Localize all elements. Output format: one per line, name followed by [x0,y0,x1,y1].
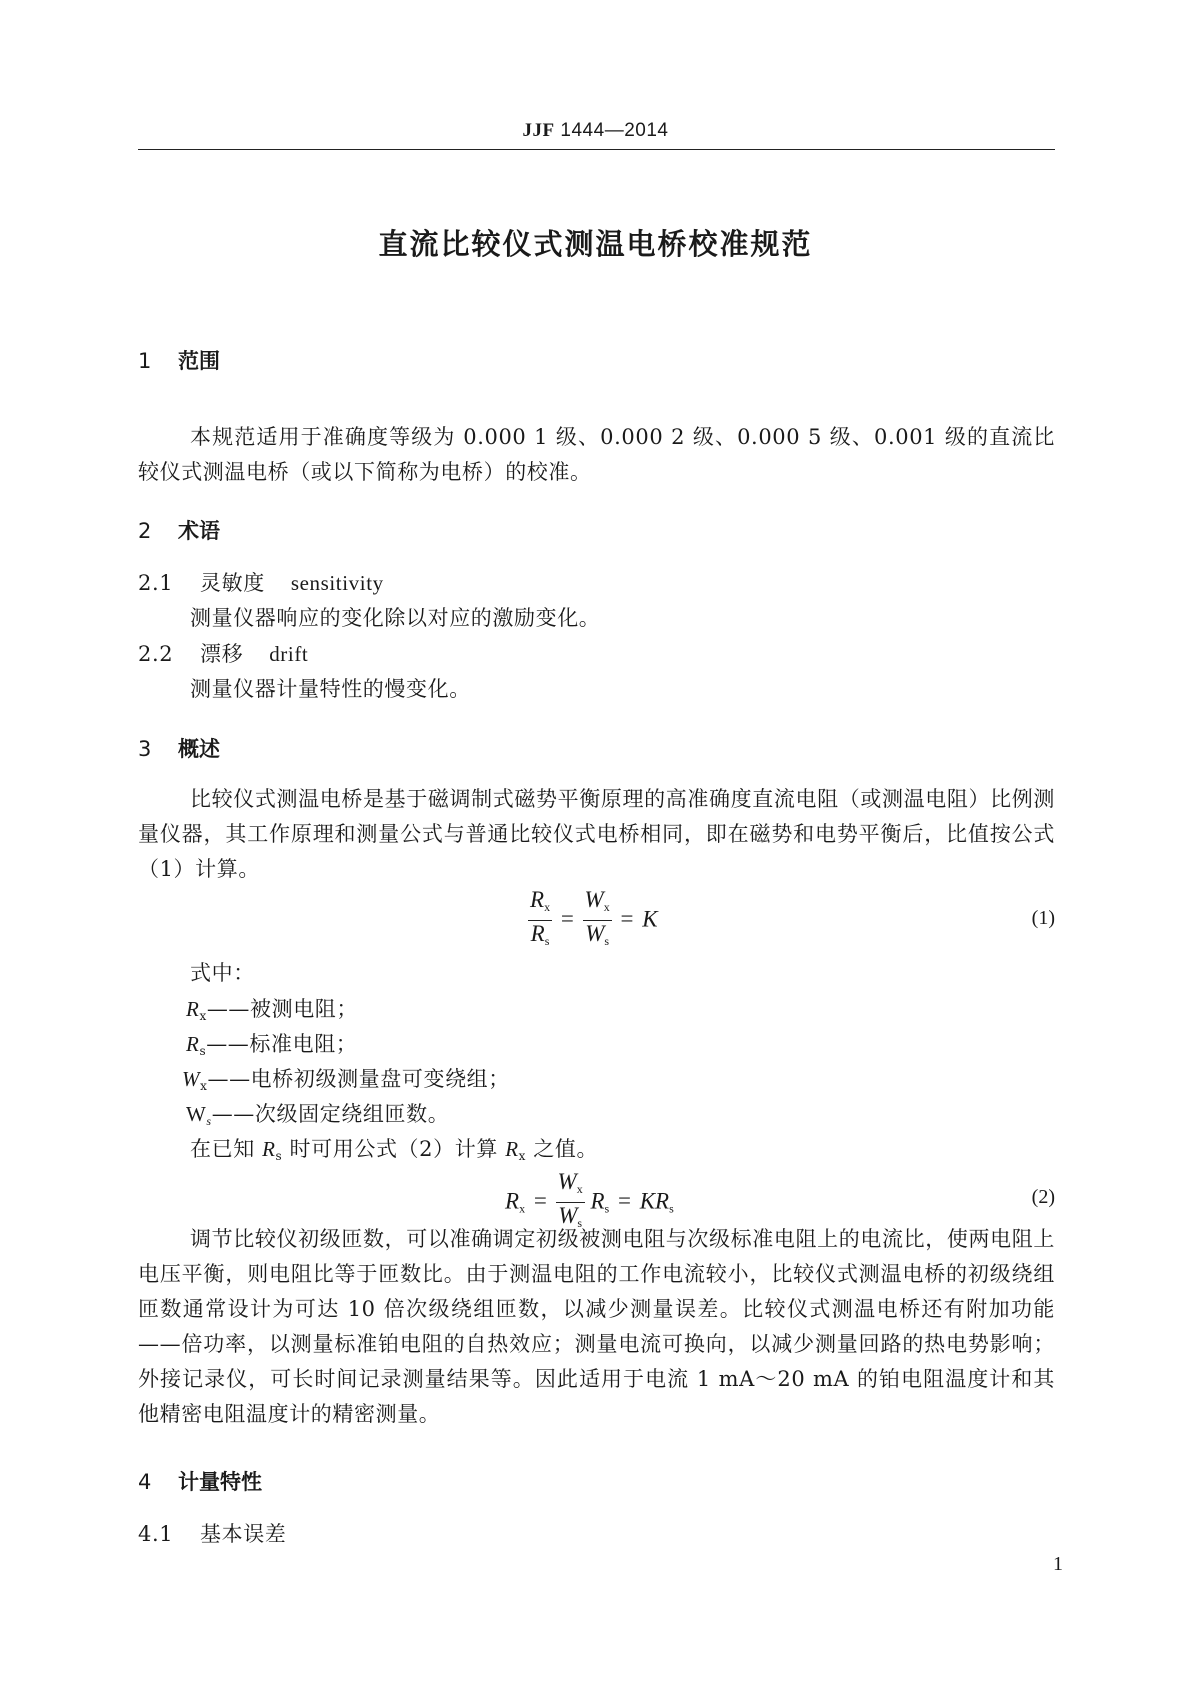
term-name: 灵敏度 [200,571,265,595]
term-english: drift [269,642,309,666]
section-4-heading [138,1466,262,1496]
section-number: 2 [138,519,152,543]
equation-1-number: (1) [1031,907,1055,929]
variable-ws: $W_s——$次级固定绕组匝数。 [186,1102,450,1128]
fraction-w: $\frac{W_x}{W_s}$ [557,1169,583,1230]
code-number: 1444—2014 [560,120,669,141]
known-statement: 在已知 $R_s$ 时可用公式（2）计算 $R_x$ 之值。 [190,1137,599,1163]
fraction-r: $\frac{R_x}{R_s}$ [530,887,551,948]
term-english: sensitivity [290,571,384,595]
section-title: 概述 [178,737,220,761]
variable-rx: $R_x——$被测电阻； [186,997,359,1023]
subsection-4-1 [138,1518,286,1548]
section-title: 范围 [178,349,220,373]
section-3-paragraph-2: 调节比较仪初级匝数，可以准确调定初级被测电阻与次级标准电阻上的电流比，使两电阻上电压平衡，则电阻比等于匝数比。由于测温电阻的工作电流较小，比较仪式测温电桥的初级绕组匝数通常设计为可达 10 倍次级绕组匝数，以减少测量误差。比较仪式测温电桥还有附加功能——倍功率，以测量标准铂电阻的自热效应；测量电流可换向，以减少测量回路的热电势影响；外接记录仪，可长时间记录测量结果等。因此适用于电流 1 mA～20 mA 的铂电阻温度计和其他精密电阻温度计的精密测量。 [138,1227,1055,1426]
section-number: 4 [138,1470,152,1494]
term-name: 漂移 [200,642,244,666]
standard-code [0,120,1191,142]
header-rule [138,149,1055,150]
section-title: 术语 [178,519,220,543]
variable-rs: $R_s——$标准电阻； [186,1032,358,1058]
section-1-paragraph: 本规范适用于准确度等级为 0.000 1 级、0.000 2 级、0.000 5 级、0.001 级的直流比较仪式测温电桥（或以下简称为电桥）的校准。 [138,425,1055,484]
page-number: 1 [1053,1553,1063,1575]
section-number: 3 [138,737,152,761]
document-title: 直流比较仪式测温电桥校准规范 [378,227,813,261]
section-3-heading [138,733,220,763]
term-number: 2.2 [138,642,174,666]
variable-wx: $W_x——$电桥初级测量盘可变绕组； [182,1067,510,1093]
subsection-number: 4.1 [138,1522,174,1546]
term-number: 2.1 [138,571,174,595]
equation-2: $R_x$ = $\frac{W_x}{W_s}$ $R_s = KR_s$ [505,1170,674,1236]
section-2-heading [138,515,220,545]
equation-1: $\frac{R_x}{R_s}$ = $\frac{W_x}{W_s}$ = K [528,888,658,954]
code-prefix: JJF [522,120,555,141]
term-2-1 [138,567,384,597]
term-2-1-definition: 测量仪器响应的变化除以对应的激励变化。 [190,606,601,630]
term-2-2 [138,638,308,668]
section-title: 计量特性 [178,1470,262,1494]
term-2-2-definition: 测量仪器计量特性的慢变化。 [190,677,471,701]
equation-2-number: (2) [1031,1186,1055,1208]
section-number: 1 [138,349,152,373]
subsection-title: 基本误差 [200,1522,287,1546]
where-label: 式中： [190,961,255,985]
section-3-paragraph-1: 比较仪式测温电桥是基于磁调制式磁势平衡原理的高准确度直流电阻（或测温电阻）比例测量仪器，其工作原理和测量公式与普通比较仪式电桥相同，即在磁势和电势平衡后，比值按公式（1）计算。 [138,787,1055,881]
section-1-heading [138,345,220,375]
fraction-w: $\frac{W_x}{W_s}$ [584,887,610,948]
